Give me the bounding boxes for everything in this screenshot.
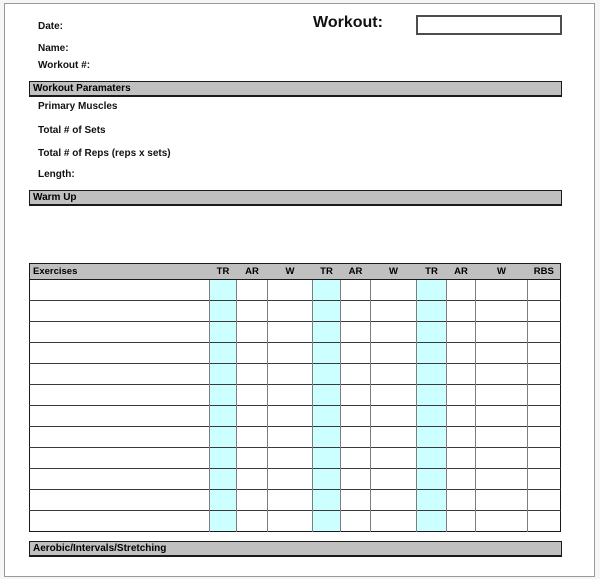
primary-muscles-label: Primary Muscles — [38, 101, 118, 112]
tr-cell[interactable] — [313, 427, 341, 448]
exercise-name-cell[interactable] — [30, 364, 210, 385]
rbs-cell[interactable] — [528, 469, 561, 490]
ar-cell[interactable] — [237, 364, 268, 385]
exercise-name-cell[interactable] — [30, 469, 210, 490]
w-cell[interactable] — [476, 322, 528, 343]
workout-name-input[interactable] — [416, 15, 562, 35]
tr-cell[interactable] — [210, 343, 237, 364]
exercise-row — [30, 322, 561, 343]
exercise-name-cell[interactable] — [30, 322, 210, 343]
exercise-table-body — [30, 280, 561, 532]
ar-cell[interactable] — [341, 427, 371, 448]
ar-cell[interactable] — [237, 511, 268, 532]
ar-cell[interactable] — [237, 322, 268, 343]
rbs-cell[interactable] — [528, 427, 561, 448]
exercise-name-cell[interactable] — [30, 490, 210, 511]
ar-cell[interactable] — [341, 280, 371, 301]
ar-cell[interactable] — [341, 511, 371, 532]
tr-cell[interactable] — [313, 406, 341, 427]
tr-cell[interactable] — [313, 301, 341, 322]
tr-cell[interactable] — [417, 280, 447, 301]
exercise-row — [30, 490, 561, 511]
w-cell[interactable] — [268, 280, 313, 301]
w-cell[interactable] — [268, 448, 313, 469]
rbs-cell[interactable] — [528, 301, 561, 322]
rbs-cell[interactable] — [528, 385, 561, 406]
w-cell[interactable] — [268, 469, 313, 490]
w-cell[interactable] — [371, 343, 417, 364]
exercise-name-cell[interactable] — [30, 448, 210, 469]
exercise-name-cell[interactable] — [30, 301, 210, 322]
tr-cell[interactable] — [417, 448, 447, 469]
page-title: Workout: — [313, 14, 383, 31]
tr-cell[interactable] — [417, 385, 447, 406]
w-cell[interactable] — [476, 448, 528, 469]
rbs-cell[interactable] — [528, 322, 561, 343]
ar-cell[interactable] — [237, 301, 268, 322]
ar-cell[interactable] — [341, 406, 371, 427]
w-cell[interactable] — [476, 511, 528, 532]
w-cell[interactable] — [371, 469, 417, 490]
tr-cell[interactable] — [313, 322, 341, 343]
ar-cell[interactable] — [237, 280, 268, 301]
tr-cell[interactable] — [417, 490, 447, 511]
tr-cell[interactable] — [417, 322, 447, 343]
ar-cell[interactable] — [447, 322, 476, 343]
tr-cell[interactable] — [210, 469, 237, 490]
workout-number-label: Workout #: — [38, 60, 91, 71]
ar-cell[interactable] — [447, 511, 476, 532]
ar-cell[interactable] — [341, 343, 371, 364]
exercise-row — [30, 385, 561, 406]
col-header-tr-1: TR — [210, 264, 237, 280]
w-cell[interactable] — [268, 406, 313, 427]
ar-cell[interactable] — [237, 406, 268, 427]
ar-cell[interactable] — [447, 469, 476, 490]
exercise-row — [30, 448, 561, 469]
tr-cell[interactable] — [313, 280, 341, 301]
exercise-name-cell[interactable] — [30, 427, 210, 448]
ar-cell[interactable] — [447, 280, 476, 301]
exercise-name-cell[interactable] — [30, 511, 210, 532]
tr-cell[interactable] — [313, 448, 341, 469]
rbs-cell[interactable] — [528, 490, 561, 511]
exercise-row — [30, 301, 561, 322]
col-header-ar-1: AR — [237, 264, 268, 280]
tr-cell[interactable] — [210, 301, 237, 322]
rbs-cell[interactable] — [528, 448, 561, 469]
tr-cell[interactable] — [417, 427, 447, 448]
tr-cell[interactable] — [210, 406, 237, 427]
col-header-tr-2: TR — [313, 264, 341, 280]
ar-cell[interactable] — [447, 364, 476, 385]
ar-cell[interactable] — [447, 427, 476, 448]
w-cell[interactable] — [268, 301, 313, 322]
length-label: Length: — [38, 169, 75, 180]
w-cell[interactable] — [476, 490, 528, 511]
exercise-row — [30, 280, 561, 301]
w-cell[interactable] — [371, 322, 417, 343]
rbs-cell[interactable] — [528, 343, 561, 364]
exercise-table — [29, 263, 561, 532]
name-label: Name: — [38, 43, 69, 54]
ar-cell[interactable] — [341, 322, 371, 343]
w-cell[interactable] — [268, 490, 313, 511]
w-cell[interactable] — [371, 490, 417, 511]
tr-cell[interactable] — [210, 385, 237, 406]
w-cell[interactable] — [476, 343, 528, 364]
exercise-row — [30, 343, 561, 364]
tr-cell[interactable] — [417, 301, 447, 322]
w-cell[interactable] — [476, 406, 528, 427]
ar-cell[interactable] — [237, 343, 268, 364]
w-cell[interactable] — [476, 301, 528, 322]
tr-cell[interactable] — [210, 364, 237, 385]
ar-cell[interactable] — [237, 385, 268, 406]
w-cell[interactable] — [476, 385, 528, 406]
w-cell[interactable] — [476, 469, 528, 490]
rbs-cell[interactable] — [528, 280, 561, 301]
ar-cell[interactable] — [341, 448, 371, 469]
ar-cell[interactable] — [341, 301, 371, 322]
total-reps-label: Total # of Reps (reps x sets) — [38, 148, 171, 159]
w-cell[interactable] — [268, 322, 313, 343]
w-cell[interactable] — [371, 406, 417, 427]
warm-up-section-bar: Warm Up — [29, 190, 562, 206]
col-header-tr-3: TR — [417, 264, 447, 280]
w-cell[interactable] — [476, 280, 528, 301]
ar-cell[interactable] — [341, 385, 371, 406]
exercise-name-cell[interactable] — [30, 406, 210, 427]
w-cell[interactable] — [371, 427, 417, 448]
tr-cell[interactable] — [313, 469, 341, 490]
ar-cell[interactable] — [341, 364, 371, 385]
rbs-cell[interactable] — [528, 511, 561, 532]
w-cell[interactable] — [268, 364, 313, 385]
w-cell[interactable] — [268, 511, 313, 532]
w-cell[interactable] — [476, 364, 528, 385]
exercise-row — [30, 511, 561, 532]
exercise-name-cell[interactable] — [30, 343, 210, 364]
ar-cell[interactable] — [237, 469, 268, 490]
tr-cell[interactable] — [417, 469, 447, 490]
col-header-w-3: W — [476, 264, 528, 280]
exercise-name-cell[interactable] — [30, 385, 210, 406]
ar-cell[interactable] — [447, 448, 476, 469]
ar-cell[interactable] — [237, 448, 268, 469]
total-sets-label: Total # of Sets — [38, 125, 106, 136]
ar-cell[interactable] — [447, 301, 476, 322]
workout-parameters-section-bar: Workout Paramaters — [29, 81, 562, 97]
rbs-cell[interactable] — [528, 406, 561, 427]
ar-cell[interactable] — [341, 490, 371, 511]
w-cell[interactable] — [371, 280, 417, 301]
col-header-ar-2: AR — [341, 264, 371, 280]
ar-cell[interactable] — [447, 406, 476, 427]
col-header-w-2: W — [371, 264, 417, 280]
exercise-row — [30, 364, 561, 385]
template-page — [4, 3, 595, 577]
tr-cell[interactable] — [313, 364, 341, 385]
date-label: Date: — [38, 21, 64, 32]
ar-cell[interactable] — [237, 490, 268, 511]
exercises-column-header: Exercises — [30, 264, 210, 280]
tr-cell[interactable] — [417, 343, 447, 364]
exercise-name-cell[interactable] — [30, 280, 210, 301]
w-cell[interactable] — [268, 385, 313, 406]
w-cell[interactable] — [371, 364, 417, 385]
w-cell[interactable] — [476, 427, 528, 448]
tr-cell[interactable] — [313, 385, 341, 406]
tr-cell[interactable] — [210, 511, 237, 532]
tr-cell[interactable] — [313, 343, 341, 364]
tr-cell[interactable] — [210, 490, 237, 511]
tr-cell[interactable] — [210, 448, 237, 469]
tr-cell[interactable] — [313, 490, 341, 511]
exercise-row — [30, 406, 561, 427]
tr-cell[interactable] — [417, 511, 447, 532]
w-cell[interactable] — [371, 511, 417, 532]
ar-cell[interactable] — [447, 343, 476, 364]
ar-cell[interactable] — [447, 490, 476, 511]
w-cell[interactable] — [268, 343, 313, 364]
col-header-rbs: RBS — [528, 264, 561, 280]
col-header-ar-3: AR — [447, 264, 476, 280]
exercise-row — [30, 469, 561, 490]
w-cell[interactable] — [371, 385, 417, 406]
col-header-w-1: W — [268, 264, 313, 280]
w-cell[interactable] — [371, 448, 417, 469]
tr-cell[interactable] — [417, 364, 447, 385]
tr-cell[interactable] — [210, 427, 237, 448]
tr-cell[interactable] — [210, 280, 237, 301]
exercise-table-header-row — [30, 264, 561, 280]
rbs-cell[interactable] — [528, 364, 561, 385]
tr-cell[interactable] — [313, 511, 341, 532]
w-cell[interactable] — [371, 301, 417, 322]
ar-cell[interactable] — [237, 427, 268, 448]
ar-cell[interactable] — [341, 469, 371, 490]
w-cell[interactable] — [268, 427, 313, 448]
exercise-row — [30, 427, 561, 448]
tr-cell[interactable] — [417, 406, 447, 427]
ar-cell[interactable] — [447, 385, 476, 406]
aerobic-intervals-stretching-section-bar: Aerobic/Intervals/Stretching — [29, 541, 562, 557]
tr-cell[interactable] — [210, 322, 237, 343]
